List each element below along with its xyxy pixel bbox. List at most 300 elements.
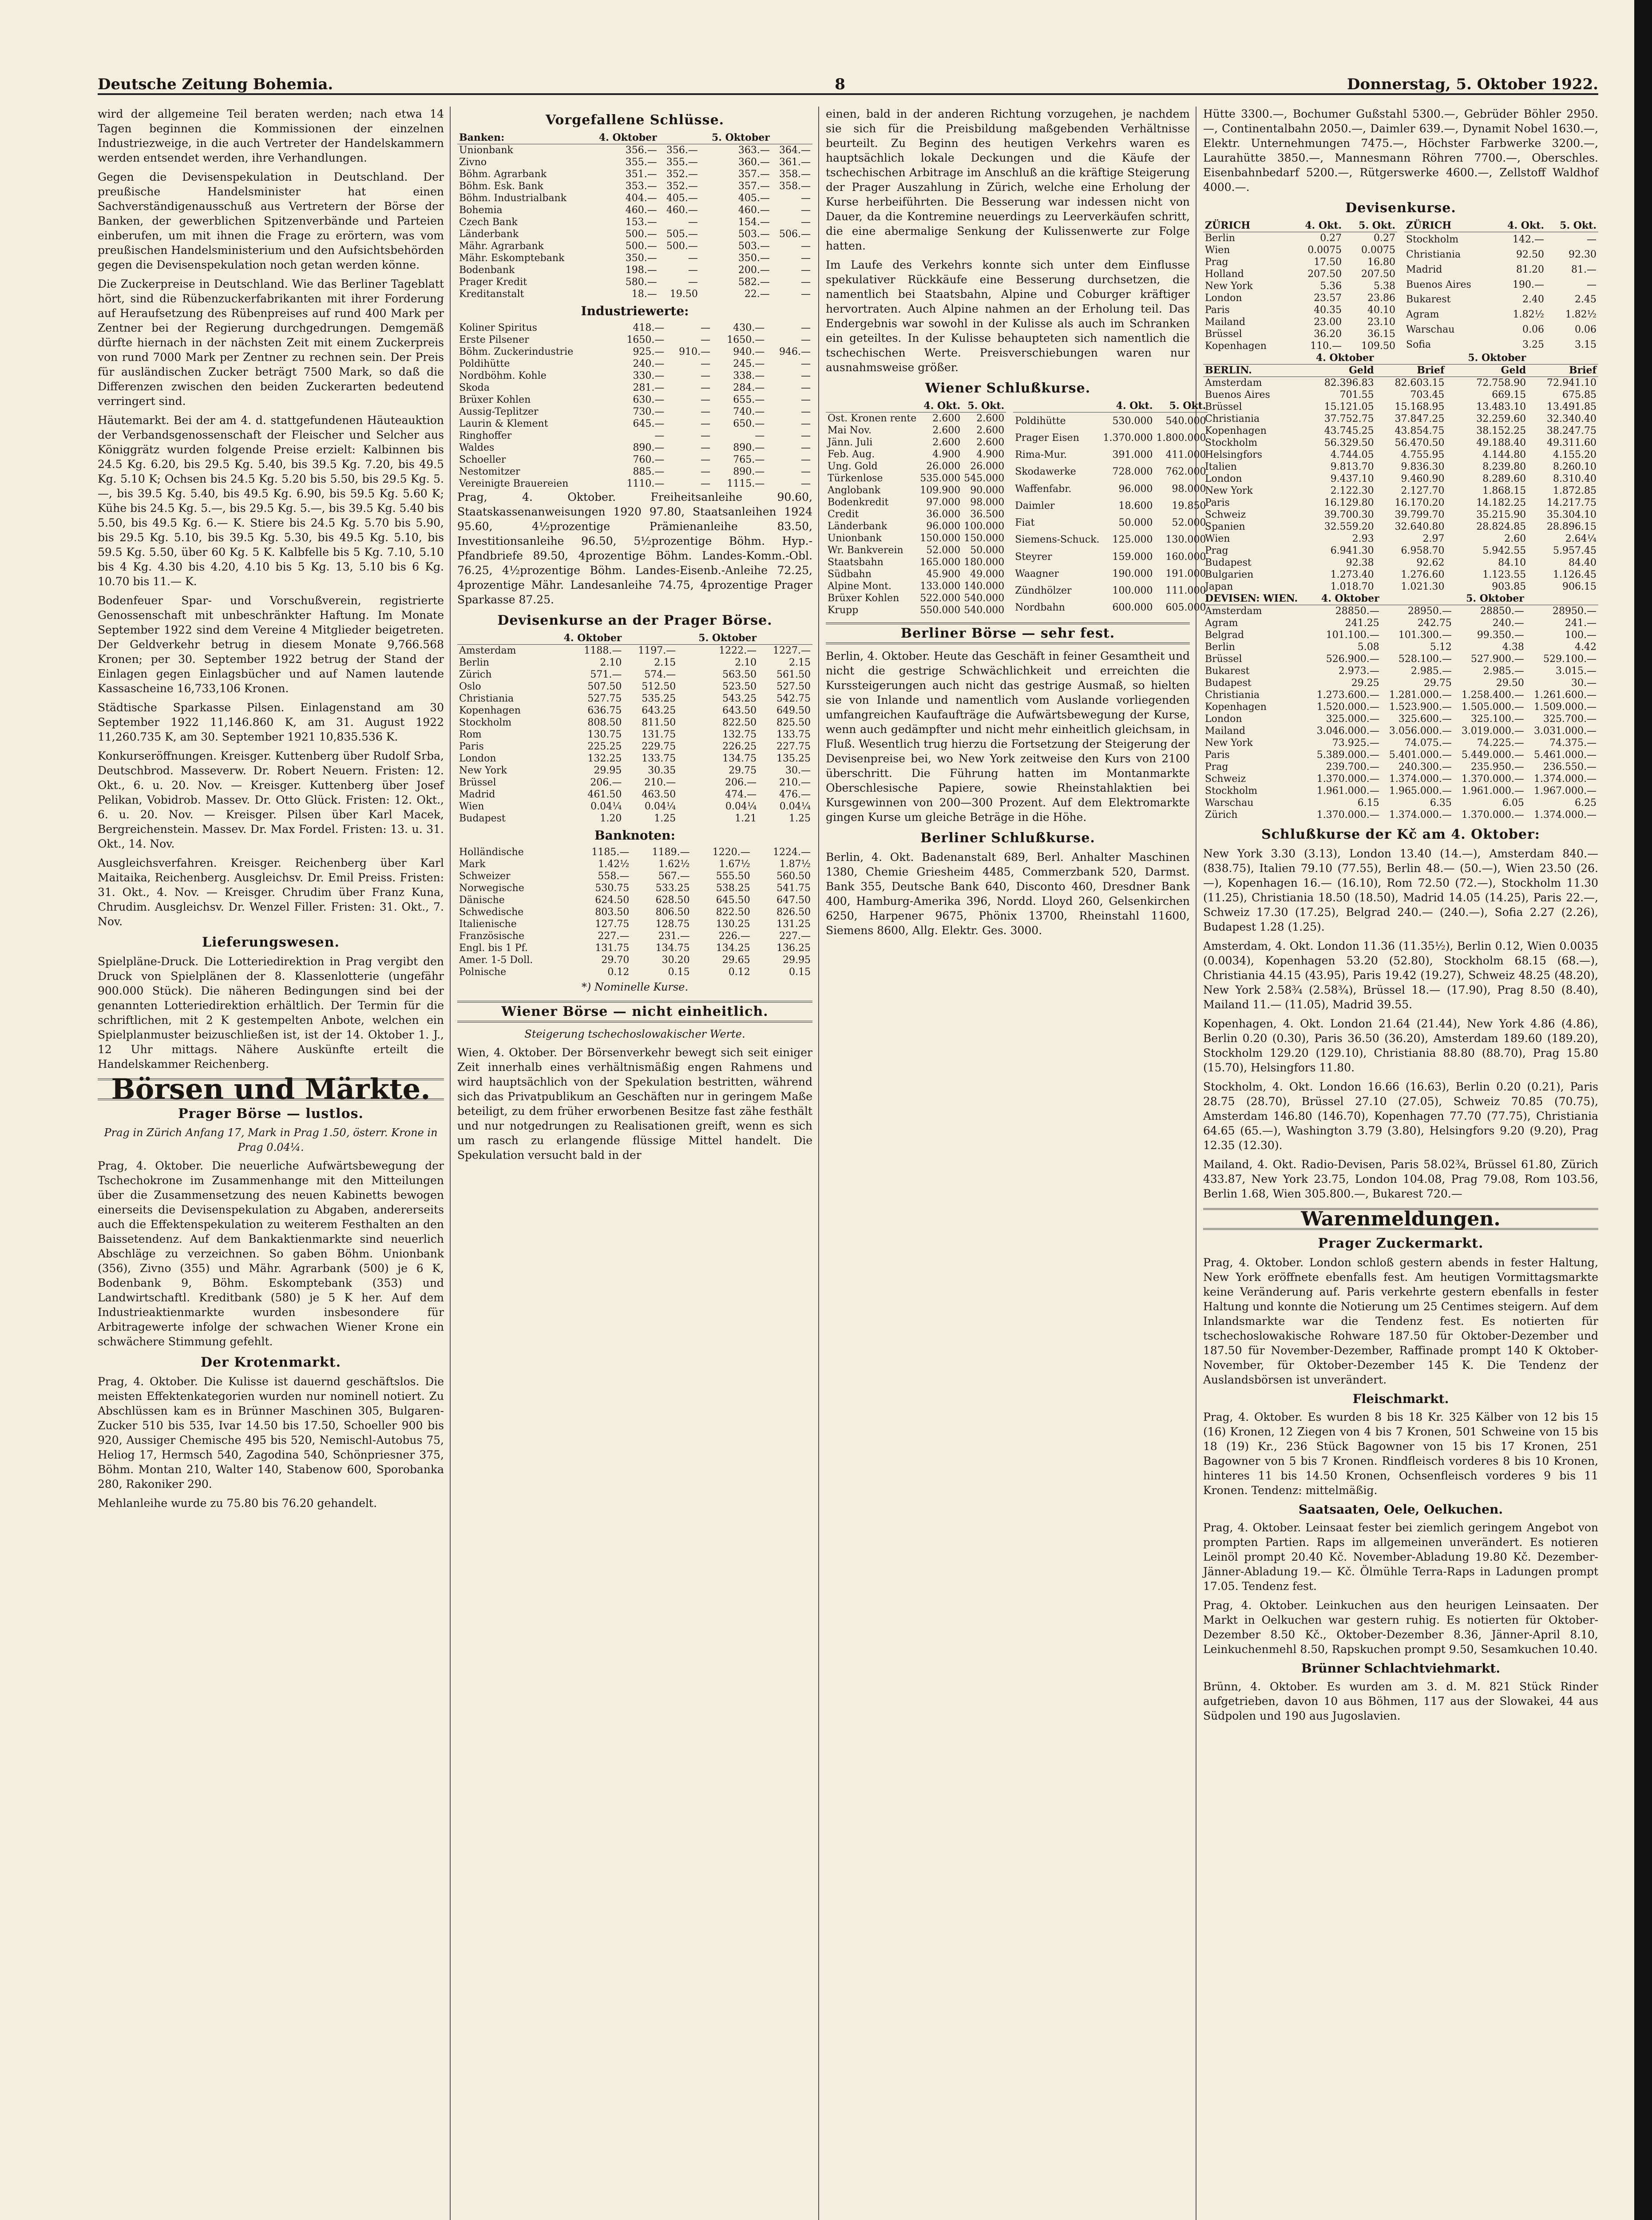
table-row [457,918,812,930]
table-row [1203,461,1598,473]
table-cell: 890.— [633,442,665,453]
table-row [1203,737,1598,749]
paragraph: Berlin, 4. Okt. Badenanstalt 689, Berl. Anhalter Maschinen 1380, Chemie Griesheim 4485, Commerzbank 520, Darmst. Bank 355, Deutsche Bank 640, Disconto 460, Dresdner Bank 400, Hamburg-Amerika 396, Nordd. Lloyd 260, Gelsenkirchen 6250, Harpener 9675, Phönix 13700, Rheinstahl 11600, Siemens 8600, Allg. Elektr. Ges. 3000. [826,851,1190,937]
table-row [457,144,812,157]
table-cell: 9.836.30 [1401,461,1445,472]
issue-date: Donnerstag, 5. Oktober 1922. [1347,75,1598,93]
table-cell: Steyrer [1015,551,1052,563]
table-row [457,789,812,801]
table-cell: Paris [1205,497,1230,508]
table-row [826,472,1006,484]
table-cell: 2.15 [789,657,811,668]
table-cell: 500.— [666,241,698,252]
table-cell: 530.75 [595,883,630,894]
table-cell: 1197.— [638,645,676,656]
table-cell: Zürich [459,669,492,680]
table-cell: 231.— [658,931,690,942]
table-subheading: Industriewerte: [581,304,689,318]
table-cell: Buenos Aires [1205,389,1270,400]
table-row [1203,449,1598,461]
table-row [1203,280,1397,292]
table-cell: 23.86 [1367,293,1395,304]
table-cell: 1.20 [600,813,622,824]
table-row [826,484,1006,496]
table-cell: Polnische [459,967,507,978]
table-cell: 36.15 [1367,329,1395,340]
table-cell: 1.25 [789,813,811,824]
table-cell: 6.15 [1357,797,1379,809]
table-cell: 29.95 [783,955,811,966]
article-heading: Der Krotenmarkt. [200,1355,341,1370]
table-cell: 16.80 [1367,257,1395,268]
table-cell: 325.700.— [1543,714,1597,725]
table-cell: 5.942.55 [1482,545,1526,556]
table-cell: 98.000 [1172,483,1206,495]
table-cell: — [701,442,711,453]
table-cell: Anglobank [828,485,881,496]
table-cell: 37.847.25 [1394,413,1445,424]
table-cell: Zündhölzer [1015,585,1072,597]
table-row [826,436,1006,448]
table-cell: 538.25 [716,883,750,894]
table-cell: 96.000 [926,521,961,532]
table-cell: — [701,394,711,405]
table-cell: Mai Nov. [828,425,872,436]
table-cell: 3.015.— [1556,666,1597,677]
table-row [826,412,1006,425]
table-cell: 1.523.900.— [1389,702,1452,713]
table-cell: 154.— [738,217,770,228]
table-cell: Kopenhagen [1205,702,1267,713]
table-cell: Amer. 1-5 Doll. [459,955,533,966]
table-cell: — [701,478,711,489]
table-cell: 74.075.— [1404,737,1452,749]
table-cell: 645.— [633,418,665,429]
table-row [457,813,812,825]
table-cell: Böhm. Industrialbank [459,193,567,204]
table-cell: 5.957.45 [1553,545,1597,556]
table-cell: Christiania [1205,413,1260,424]
table-cell: 100.— [1565,630,1597,641]
section-heading: Lieferungswesen. [202,935,340,950]
table-cell: 136.25 [776,943,811,954]
table-row [457,777,812,789]
table-row [1013,531,1208,548]
paragraph: Mehlanleihe wurde zu 75.80 bis 76.20 gehandelt. [98,1497,377,1510]
table-cell: 358.— [779,181,811,192]
table-cell: Christiania [1406,249,1461,261]
table-cell: 630.— [633,394,665,405]
table-cell: — [801,358,811,369]
table-cell: 160.000 [1165,551,1206,563]
table-cell: Waagner [1015,568,1059,579]
column-header: 5. Oktober [700,132,772,144]
table-cell: 363.— [738,145,770,156]
table-row [457,753,812,765]
table-row [457,717,812,729]
column-header: 4. Oktober [587,132,659,144]
column-header: 4. Okt. [1101,400,1155,412]
table-row [1013,464,1208,480]
table-row [1404,292,1598,307]
wiener-table-2 [1013,400,1208,616]
table-cell: — [701,466,711,477]
table-row [457,454,812,466]
table-cell: Skodawerke [1015,466,1076,478]
table-cell: 13.483.10 [1476,401,1526,412]
table-cell: — [801,418,811,429]
table-cell: 39.799.70 [1394,509,1445,520]
table-row [1203,605,1598,618]
table-cell: 30.35 [648,765,676,776]
table-cell: 4.900 [976,449,1005,460]
table-cell: 227.— [598,931,630,942]
table-row [1013,582,1208,599]
table-cell: 15.168.95 [1394,401,1445,412]
table-cell: 3.019.000.— [1461,725,1524,737]
table-row [1203,641,1598,653]
table-cell: 1650.— [626,334,665,345]
paragraph: Prag, 4. Oktober. Leinsaat fester bei ziemlich geringem Angebot von prompten Partien. Raps im allgemeinen unverändert. Es notieren Leinöl prompt 20.40 Kč. November-Abladung 19.80 Kč. Dezember-Jänner-Abladung 19.— Kč. Ölmühle Terra-Raps in Ladungen prompt 17.05. Tendenz fest. [1203,1521,1598,1593]
table-cell: 5.461.000.— [1534,749,1597,761]
table-cell: 2.973.— [1338,666,1379,677]
table-cell: Böhm. Zuckerindustrie [459,346,574,357]
table-cell: 0.12 [728,967,750,978]
table-cell: Amsterdam [1205,606,1262,617]
table-cell: 1.370.000.— [1316,809,1379,821]
table-cell: Budapest [1205,557,1252,568]
table-cell: 1188.— [584,645,622,656]
table-cell: 133.75 [642,753,676,764]
article-heading: Berliner Schlußkurse. [920,830,1095,846]
table-row [826,448,1006,460]
table-cell: 1.961.000.— [1316,785,1379,797]
table-cell: 3.046.000.— [1316,725,1379,737]
table-cell: 1.018.70 [1330,581,1374,592]
table-cell: 535.25 [642,693,676,704]
table-cell: 150.000 [920,533,961,544]
table-cell: Stockholm [1205,437,1258,448]
table-cell: 226.— [718,931,750,942]
table-cell: 0.12 [607,967,630,978]
table-row [1013,412,1208,430]
table-cell: Schweiz [1205,509,1246,520]
column-header: 4. Okt. [918,400,962,412]
table-cell: 1.123.55 [1482,569,1526,580]
table-cell: 567.— [658,871,690,882]
table-cell: 29.25 [1351,678,1379,689]
table-row [1404,337,1598,352]
table-cell: 356.— [625,145,657,156]
table-cell: 131.25 [776,919,811,930]
table-cell: 404.— [625,193,657,204]
paragraph: Hütte 3300.—, Bochumer Gußstahl 5300.—, Gebrüder Böhler 2950.—, Continentalbahn 2050.—, Daimler 639.—, Dynamit Nobel 1630.—, Elektr. Unternehmungen 7475.—, Höchster Farbwerke 3200.—, Laurahütte 3850.—, Mannesmann Röhren 7700.—, Oberschles. Eisenbahnbedarf 5200.—, Rütgerswerke 4600.—, Zellstoff Waldhof 4000.—. [1203,107,1598,194]
zuerich-table-2 [1404,220,1598,352]
table-cell: — [701,418,711,429]
table-cell: 643.25 [642,705,676,716]
column-header [659,132,700,144]
table-cell: 97.000 [926,497,961,508]
table-cell: 35.304.10 [1547,509,1597,520]
table-cell: 351.— [625,169,657,180]
table-row [826,604,1006,616]
column-header [457,632,543,645]
table-cell: 2.45 [1575,294,1597,305]
table-cell: — [701,334,711,345]
paragraph: Ausgleichsverfahren. Kreisger. Reichenberg über Karl Maitaika, Reichenberg. Ausgleichsv. Dr. Emil Preiss. Fristen: 31. Okt., 4. Nov. — Kreisger. Chrudim über Franz Kuna, Chrudim. Ausgleichsv. Dr. Wenzel Filler. Fristen: 31. Okt., 7. Nov. [98,856,444,928]
table-row [1203,557,1598,569]
table-cell: 1.62½ [658,859,690,870]
table-cell: 1.021.30 [1401,581,1445,592]
table-cell: Unionbank [828,533,882,544]
table-cell: 125.000 [1112,534,1153,546]
table-cell: 825.50 [776,717,811,728]
table-cell: 150.000 [964,533,1005,544]
column-1 [98,107,444,2220]
table-cell: 6.941.30 [1330,545,1374,556]
table-cell: 207.50 [1307,269,1342,280]
table-row [1203,617,1598,629]
table-cell: 1.967.000.— [1534,785,1597,797]
table-cell: 1.273.600.— [1316,690,1379,701]
table-cell: — [801,466,811,477]
table-row [1203,725,1598,737]
table-cell: New York [1205,485,1253,496]
table-cell: 8.310.40 [1553,473,1597,484]
table-cell: Fiat [1015,517,1035,529]
table-cell: 37.752.75 [1324,413,1374,424]
table-cell: 2.600 [932,425,961,436]
paragraph: Berlin, 4. Oktober. Heute das Geschäft in feiner Gesamtheit und nicht die gestrige Schwächlichkeit und erreichten die Kurssteigerungen auch nicht das gestrige Ausmaß, so hielten sie von Inlande und namentlich vom Auslande vorliegenden umfangreichen Kaufaufträge die Aufwärtsbewegung der Kurse, wenn auch gedämpfter und nicht mehr einheitlich gleichsam, in Fluß. Wesentlich trug hierzu die Fortsetzung der Steigerung der Devisenpreise bei, wo New York zeitweise den Kurs von 2100 überschritt. Die Führung hatten im Montanmarkte Oberschlesische Papiere, sowie Rheinstahlaktien bei Kursgewinnen von 200—300 Prozent. Auf dem Elektromarkte gingen Kurse um gleiche Beträge in die Höhe. [826,650,1190,824]
table-row [1203,761,1598,773]
table-cell: Japan [1205,581,1233,592]
table-row [457,418,812,430]
table-cell: Türkenlose [828,473,883,484]
table-cell: 92.38 [1346,557,1374,568]
table-cell: Kopenhagen [459,705,521,716]
table-cell: 325.000.— [1326,714,1379,725]
table-cell: 227.— [779,931,811,942]
column-header: Brief [1528,365,1598,377]
table-cell: Wr. Bankverein [828,545,903,556]
table-cell: Staatsbahn [828,557,883,568]
table-cell: 131.75 [595,943,630,954]
table-cell: 325.100.— [1470,714,1524,725]
table-cell: Warschau [1406,324,1455,335]
table-cell: — [801,241,811,252]
table-cell: 418.— [633,322,665,333]
table-cell: 18.600 [1118,500,1153,511]
table-cell: 1.126.45 [1553,569,1597,580]
column-header: BERLIN. [1203,365,1294,377]
table-cell: 23.57 [1314,293,1342,304]
table-cell: 73.925.— [1332,737,1379,749]
article-heading: Schlußkurse der Kč am 4. Oktober: [1261,827,1540,842]
table-cell: 101.100.— [1326,630,1379,641]
table-cell: 4.900 [932,449,961,460]
table-row [457,765,812,777]
table-cell: Sofia [1406,339,1431,350]
paragraph: Kopenhagen, 4. Okt. London 21.64 (21.44), New York 4.86 (4.86), Berlin 0.20 (0.30), Paris 36.50 (36.20), Amsterdam 189.60 (189.20), Stockholm 129.20 (129.10), Christiania 88.80 (88.70), Prag 15.80 (15.70), Helsingfors 11.80. [1203,1017,1598,1074]
table-cell: 545.000 [964,473,1005,484]
column-header: 4. Oktober [1294,352,1376,365]
table-cell: Warschau [1205,797,1254,809]
article-heading: Prager Zuckermarkt. [1318,1236,1484,1251]
table-cell: — [755,430,765,441]
table-cell: Französische [459,931,525,942]
table-row [1404,322,1598,337]
table-cell: Wien [1205,533,1230,544]
column-header: ZÜRICH [1404,220,1494,232]
table-cell: Dänische [459,895,505,906]
table-cell: Holländische [459,847,524,858]
table-cell: 19.850 [1172,500,1206,511]
table-cell: Koliner Spiritus [459,322,537,333]
table-cell: 890.— [733,466,765,477]
table-cell: 411.000 [1165,449,1206,461]
table-cell: 235.950.— [1470,761,1524,773]
table-cell: 540.000 [964,593,1005,604]
table-cell: — [701,454,711,465]
table-cell: — [801,430,811,441]
table-cell: Paris [459,741,484,752]
table-row [826,532,1006,544]
table-cell: 240.— [633,358,665,369]
table-cell: 1.961.000.— [1461,785,1524,797]
zuerich-table [1203,220,1397,352]
table-cell: 0.06 [1575,324,1597,335]
table-cell: Paris [1205,749,1230,761]
column-header: Geld [1446,365,1528,377]
table-cell: 16.129.80 [1324,497,1374,508]
table-cell: 84.40 [1569,557,1597,568]
table-cell: 22.— [744,289,770,300]
table-cell: 1.509.000.— [1534,702,1597,713]
table-row [1203,785,1598,797]
table-cell: 229.75 [642,741,676,752]
table-row [457,882,812,894]
table-cell: 5.449.000.— [1461,749,1524,761]
table-cell: Bohemia [459,205,503,216]
table-row [1203,809,1598,821]
table-cell: Bodenbank [459,265,515,276]
table-row [457,264,812,276]
table-cell: 134.75 [655,943,690,954]
table-cell: 1.965.000.— [1389,785,1452,797]
table-row [457,954,812,966]
table-cell: 533.25 [655,883,690,894]
table-cell: Wien [1205,245,1230,256]
table-cell: 527.75 [587,693,622,704]
table-cell: Italien [1205,461,1237,472]
table-cell: Italienische [459,919,517,930]
table-cell: 8.260.10 [1553,461,1597,472]
table-cell: — [1587,279,1597,290]
column-header: 4. Okt. [1290,220,1343,232]
table-cell: 669.15 [1492,389,1526,400]
table-cell: Agram [1205,618,1238,629]
table-cell: 2.600 [976,413,1005,424]
column-rule [450,107,451,2220]
table-cell: 1.374.000.— [1389,773,1452,785]
table-cell: Madrid [459,789,495,800]
table-row [457,240,812,252]
table-row [1203,316,1397,328]
table-row [1203,268,1397,280]
column-header: 4. Oktober [1309,593,1381,605]
table-cell: 40.10 [1367,305,1395,316]
table-cell: 0.04¼ [725,801,757,812]
table-row [826,568,1006,580]
table-row [1203,401,1598,413]
table-cell: 245.— [733,358,765,369]
table-row [1203,665,1598,677]
table-cell: Mailand [1205,725,1246,737]
table-cell: Zürich [1205,809,1238,821]
table-cell: 655.— [733,394,765,405]
table-row [457,894,812,906]
column-header: 4. Okt. [1494,220,1546,232]
table-cell: 3.056.000.— [1389,725,1452,737]
table-cell: 4.155.20 [1553,449,1597,460]
table-cell: 4.744.05 [1330,449,1374,460]
table-cell: 45.900 [926,569,961,580]
berlin-table [1203,352,1598,593]
table-cell: 5.401.000.— [1389,749,1452,761]
table-cell: Feb. Aug. [828,449,875,460]
table-cell: 1189.— [652,847,690,858]
table-cell: 574.— [644,669,676,680]
table-cell: Waffenfabr. [1015,483,1072,495]
column-header: 5. Okt. [1546,220,1598,232]
column-header [1203,352,1294,365]
table-cell: Mähr. Agrarbank [459,241,544,252]
column-header [772,132,812,144]
column-header: 5. Okt. [1155,400,1208,412]
column-header: 5. Oktober [677,632,758,645]
table-cell: Bulgarien [1205,569,1254,580]
table-cell: 360.— [738,157,770,168]
article-heading: Devisenkurse. [1345,200,1456,216]
table-row [457,180,812,192]
table-cell: 15.121.05 [1324,401,1374,412]
table-row [1404,247,1598,262]
table-row [1203,701,1598,713]
table-cell: 885.— [633,466,665,477]
table-row [1203,509,1598,521]
table-cell: 350.— [738,253,770,264]
table-cell: 600.000 [1112,602,1153,614]
table-cell: 540.000 [1165,415,1206,427]
table-cell: 28850.— [1480,606,1524,617]
table-cell: 526.900.— [1326,654,1379,665]
table-cell: 1.800.000 [1156,432,1206,444]
table-cell: Brüssel [1205,329,1242,340]
table-cell: 580.— [625,277,657,288]
table-cell: Amsterdam [459,645,516,656]
table-cell: 561.50 [776,669,811,680]
column-header [623,632,677,645]
table-row [457,382,812,394]
table-row [1013,515,1208,531]
table-cell: 474.— [725,789,757,800]
table-cell: 826.50 [776,907,811,918]
article-heading: Brünner Schlachtviehmarkt. [1301,1661,1501,1676]
table-cell: 133.75 [776,729,811,740]
table-cell: 132.25 [587,753,622,764]
paragraph: Wien, 4. Oktober. Der Börsenverkehr bewegt sich seit einiger Zeit innerhalb eines verhältnismäßig engen Rahmens und wird hauptsächlich von der Spekulation bestritten, während sich das Privatpublikum an Geschäften nur in geringem Maße beteiligt, zu dem früher erworbenen Besitze fast zähe festhält und nur notgedrungen zu Realisationen greift, wenn es sich um rasch zu erlangende flüssige Mittel handelt. Die Spekulation versucht bald in der [457,1046,812,1162]
table-row [1013,480,1208,497]
